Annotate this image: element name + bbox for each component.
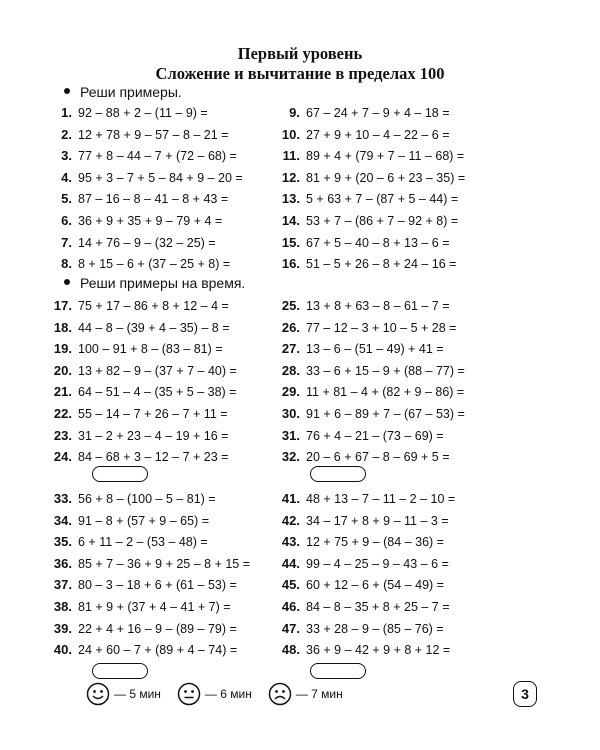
problem-row (274, 341, 444, 356)
problem-number: 6. (61, 213, 72, 228)
time-answer-box[interactable] (310, 466, 366, 482)
problem-row (46, 298, 229, 313)
problem-number: 46. (281, 599, 300, 614)
problem-number: 43. (281, 534, 300, 550)
instruction-text: Реши примеры. (80, 84, 182, 100)
legend-5-min: — 5 мин (114, 687, 161, 701)
bullet-icon (64, 279, 70, 285)
problem-expression: 77 – 12 – 3 + 10 – 5 + 28 = (306, 320, 457, 335)
problem-number: 15. (281, 234, 300, 250)
problem-number: 7. (61, 234, 72, 250)
problem-expression: 85 + 7 – 36 + 9 + 25 – 8 + 15 = (78, 556, 251, 571)
problem-row (274, 599, 450, 614)
problem-number: 1. (61, 105, 72, 120)
problem-number: 4. (61, 169, 72, 185)
problem-expression: 84 – 8 – 35 + 8 + 25 – 7 = (306, 600, 450, 614)
problem-number: 42. (281, 512, 300, 528)
problem-expression: 89 + 4 + (79 + 7 – 11 – 68) = (306, 149, 465, 164)
problem-expression: 76 + 4 – 21 – (73 – 69) = (306, 428, 444, 443)
problem-expression: 67 – 24 + 7 – 9 + 4 – 18 = (306, 106, 450, 120)
problem-row (46, 320, 230, 335)
problem-number: 35. (53, 534, 72, 550)
instruction-timed (64, 275, 245, 291)
problem-expression: 95 + 3 – 7 + 5 – 84 + 9 – 20 = (78, 170, 243, 185)
problem-number: 28. (281, 362, 300, 378)
problem-row (274, 449, 450, 464)
problem-expression: 87 – 16 – 8 – 41 – 8 + 43 = (78, 192, 229, 207)
problem-expression: 84 – 68 + 3 – 12 – 7 + 23 = (78, 450, 229, 465)
problem-row (46, 491, 216, 506)
problem-row (274, 170, 465, 185)
time-answer-box[interactable] (310, 663, 366, 679)
problem-expression: 48 + 13 – 7 – 11 – 2 – 10 = (306, 492, 456, 506)
problem-expression: 36 + 9 + 35 + 9 – 79 + 4 = (78, 214, 223, 228)
problem-expression: 8 + 15 – 6 + (37 – 25 + 8) = (78, 257, 231, 272)
problem-row (46, 105, 208, 120)
problem-number: 30. (281, 406, 300, 421)
problem-expression: 31 – 2 + 23 – 4 – 19 + 16 = (78, 428, 229, 443)
bullet-icon (64, 88, 70, 94)
neutral-face-icon (177, 682, 201, 706)
problem-expression: 44 – 8 – (39 + 4 – 35) – 8 = (78, 320, 230, 335)
topic-title: Сложение и вычитание в пределах 100 (155, 64, 445, 83)
problem-row (274, 363, 465, 378)
problem-number: 8. (61, 256, 72, 272)
problem-row (274, 191, 458, 206)
time-answer-box[interactable] (92, 663, 148, 679)
problem-number: 31. (281, 427, 300, 443)
problem-number: 18. (53, 319, 72, 335)
problem-row (274, 384, 464, 399)
problem-number: 19. (53, 341, 72, 357)
problem-expression: 77 + 8 – 44 – 7 + (72 – 68) = (78, 149, 237, 164)
problem-row (46, 428, 228, 443)
problem-expression: 20 – 6 + 67 – 8 – 69 + 5 = (306, 450, 450, 465)
problem-row (46, 148, 237, 163)
problem-expression: 6 + 11 – 2 – (53 – 48) = (78, 535, 208, 550)
problem-row (46, 556, 250, 571)
problem-expression: 33 + 28 – 9 – (85 – 76) = (306, 621, 444, 636)
page-number: 3 (513, 681, 537, 707)
problem-row (274, 621, 444, 636)
problem-expression: 56 + 8 – (100 – 5 – 81) = (78, 492, 216, 506)
problem-expression: 11 + 81 – 4 + (82 + 9 – 86) = (306, 385, 465, 400)
problem-expression: 60 + 12 – 6 + (54 – 49) = (306, 578, 444, 593)
legend-7-min: — 7 мин (295, 687, 343, 701)
problem-row (274, 127, 450, 142)
problem-number: 13. (281, 191, 300, 207)
problem-row (274, 320, 456, 335)
problem-expression: 80 – 3 – 18 + 6 + (61 – 53) = (78, 578, 237, 593)
level-title: Первый уровень (237, 44, 363, 63)
time-answer-box[interactable] (92, 466, 148, 482)
problem-row (274, 428, 444, 443)
problem-row (46, 513, 209, 528)
problem-row (274, 235, 450, 250)
instruction-solve (64, 84, 182, 100)
problem-row (274, 213, 458, 228)
problem-number: 45. (281, 577, 300, 593)
problem-expression: 33 – 6 + 15 – 9 + (88 – 77) = (306, 363, 465, 378)
problem-row (274, 534, 444, 549)
problem-number: 41. (281, 491, 300, 506)
problem-row (274, 298, 450, 313)
problem-number: 24. (53, 449, 72, 465)
problem-number: 23. (53, 427, 72, 443)
problem-number: 33. (53, 491, 72, 506)
problem-row (274, 577, 444, 592)
problem-expression: 27 + 9 + 10 – 4 – 22 – 6 = (306, 127, 450, 142)
problem-row (274, 406, 465, 421)
problem-row (46, 449, 228, 464)
problem-row (274, 105, 450, 120)
problem-expression: 36 + 9 – 42 + 9 + 8 + 12 = (306, 643, 451, 658)
problem-number: 25. (281, 298, 300, 313)
problem-number: 22. (53, 406, 72, 421)
problem-number: 44. (281, 555, 300, 571)
problem-row (46, 534, 208, 549)
problem-expression: 100 – 91 + 8 – (83 – 81) = (78, 342, 223, 357)
problem-expression: 13 + 8 + 63 – 8 – 61 – 7 = (306, 299, 450, 313)
problem-expression: 12 + 78 + 9 – 57 – 8 – 21 = (78, 127, 229, 142)
problem-row (274, 491, 455, 506)
problem-row (46, 384, 236, 399)
problem-expression: 22 + 4 + 16 – 9 – (89 – 79) = (78, 621, 237, 636)
problem-expression: 34 – 17 + 8 + 9 – 11 – 3 = (306, 513, 449, 528)
problem-number: 39. (53, 620, 72, 636)
problem-number: 47. (281, 620, 300, 636)
problem-row (46, 363, 237, 378)
problem-expression: 12 + 75 + 9 – (84 – 36) = (306, 535, 444, 550)
problem-row (46, 341, 223, 356)
problem-number: 26. (281, 319, 300, 335)
problem-number: 16. (281, 256, 300, 272)
problem-expression: 51 – 5 + 26 – 8 + 24 – 16 = (306, 257, 457, 272)
problem-expression: 13 + 82 – 9 – (37 + 7 – 40) = (78, 363, 237, 378)
problem-number: 37. (53, 577, 72, 593)
problem-row (46, 642, 237, 657)
legend-6-min: — 6 мин (204, 687, 252, 701)
problem-expression: 14 + 76 – 9 – (32 – 25) = (78, 235, 216, 250)
problem-expression: 91 + 6 – 89 + 7 – (67 – 53) = (306, 407, 465, 421)
problem-number: 29. (281, 384, 300, 400)
problem-row (46, 621, 237, 636)
problem-row (46, 191, 228, 206)
problem-row (46, 577, 237, 592)
problem-number: 3. (61, 148, 72, 164)
problem-number: 27. (281, 341, 300, 357)
problem-number: 14. (281, 213, 300, 228)
problem-number: 11. (282, 148, 300, 164)
problem-expression: 64 – 51 – 4 – (35 + 5 – 38) = (78, 385, 237, 400)
problem-row (46, 235, 216, 250)
problem-number: 36. (53, 555, 72, 571)
problem-expression: 67 + 5 – 40 – 8 + 13 – 6 = (306, 235, 450, 250)
problem-expression: 13 – 6 – (51 – 49) + 41 = (306, 342, 444, 357)
instruction-text: Реши примеры на время. (80, 275, 246, 291)
problem-expression: 55 – 14 – 7 + 26 – 7 + 11 = (78, 407, 228, 421)
problem-row (274, 556, 449, 571)
problem-row (46, 256, 230, 271)
problem-expression: 92 – 88 + 2 – (11 – 9) = (78, 106, 208, 120)
problem-row (274, 513, 449, 528)
problem-expression: 81 + 9 + (20 – 6 + 23 – 35) = (306, 170, 466, 185)
problem-number: 9. (289, 105, 300, 120)
problem-number: 38. (53, 599, 72, 614)
problem-expression: 91 – 8 + (57 + 9 – 65) = (78, 513, 209, 528)
problem-expression: 53 + 7 – (86 + 7 – 92 + 8) = (306, 214, 459, 228)
problem-number: 21. (53, 384, 72, 400)
problem-number: 40. (53, 642, 72, 658)
problem-row (274, 256, 456, 271)
sad-face-icon (268, 682, 292, 706)
problem-expression: 24 + 60 – 7 + (89 + 4 – 74) = (78, 643, 238, 658)
problem-row (46, 127, 228, 142)
problem-number: 34. (53, 512, 72, 528)
problem-number: 12. (281, 169, 300, 185)
problem-number: 10. (281, 126, 300, 142)
time-legend (86, 682, 359, 706)
problem-number: 17. (53, 298, 72, 313)
problem-row (46, 170, 243, 185)
problem-number: 5. (61, 191, 72, 207)
problem-row (46, 406, 228, 421)
problem-expression: 81 + 9 + (37 + 4 – 41 + 7) = (78, 600, 231, 614)
problem-number: 20. (53, 362, 72, 378)
problem-expression: 5 + 63 + 7 – (87 + 5 – 44) = (306, 192, 459, 207)
problem-number: 32. (281, 449, 300, 465)
problem-expression: 99 – 4 – 25 – 9 – 43 – 6 = (306, 556, 449, 571)
problem-row (274, 148, 464, 163)
problem-row (46, 599, 231, 614)
problem-number: 2. (61, 126, 72, 142)
happy-face-icon (86, 682, 110, 706)
problem-number: 48. (281, 642, 300, 658)
problem-row (274, 642, 450, 657)
problem-row (46, 213, 222, 228)
problem-expression: 75 + 17 – 86 + 8 + 12 – 4 = (78, 299, 229, 313)
